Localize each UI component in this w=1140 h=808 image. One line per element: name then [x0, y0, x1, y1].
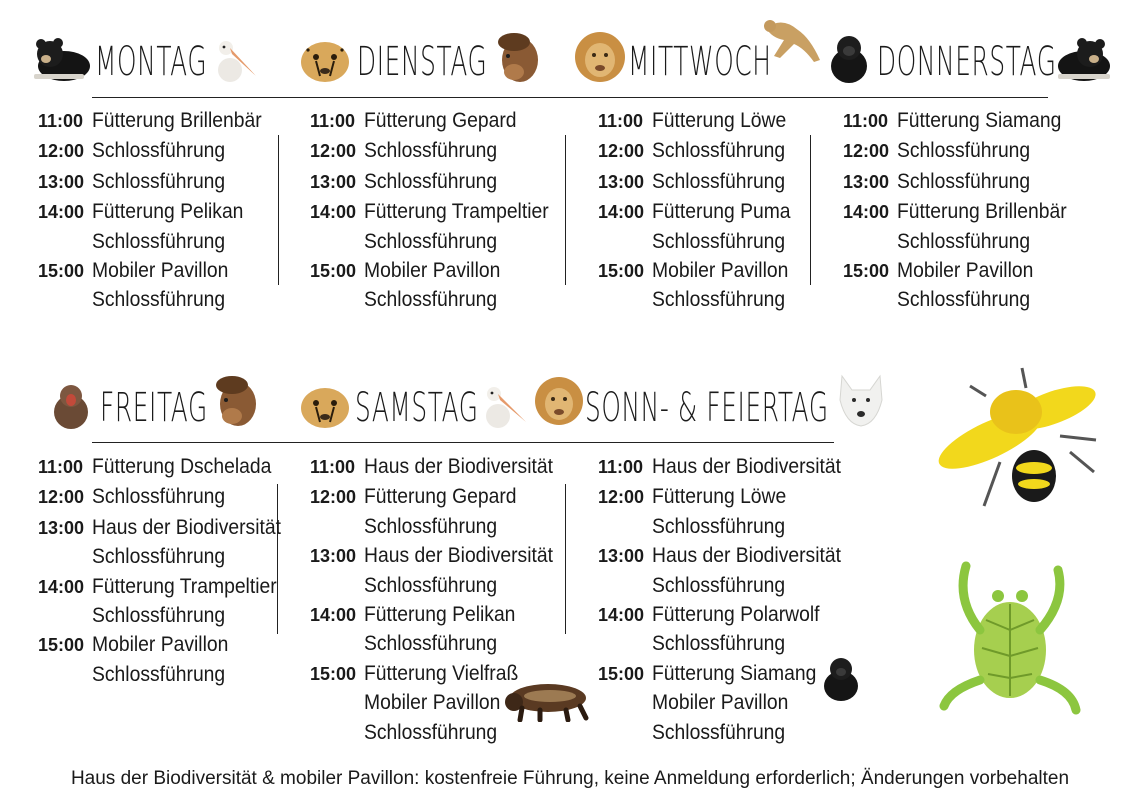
bear-icon [1054, 36, 1114, 82]
entry-activity: Fütterung Brillenbär [92, 109, 262, 132]
lion-icon [574, 30, 626, 84]
entry-activity: Mobiler Pavillon [652, 691, 789, 715]
wolverine-icon [500, 680, 594, 722]
schedule-entry [598, 106, 868, 136]
pelican-icon [208, 36, 258, 84]
day-dienstag [310, 106, 580, 315]
gelada-icon [50, 380, 92, 430]
entry-time: 14:00 [38, 202, 85, 223]
entry-time: 11:00 [598, 457, 644, 477]
footer-note: Haus der Biodiversität & mobiler Pavillon: kostenfreie Führung, keine Anmeldung erforderlich; Änderungen vorbehalten [70, 768, 1070, 789]
entry-activity: Fütterung Trampeltier [92, 574, 277, 598]
entry-time: 15:00 [598, 261, 645, 282]
schedule-entry [843, 167, 1113, 197]
entry-time: 12:00 [310, 141, 357, 162]
bottom-rule [92, 442, 834, 443]
entry-time: 14:00 [598, 605, 645, 626]
entry-time: 13:00 [310, 546, 357, 567]
entry-activity: Mobiler Pavillon [364, 259, 501, 283]
entry-activity: Schlossführung [652, 139, 786, 163]
schedule-entry [310, 167, 580, 197]
schedule-entry [843, 136, 1113, 166]
cheetah-icon [298, 36, 352, 84]
schedule-entry [598, 600, 868, 659]
entry-time: 11:00 [310, 457, 356, 477]
schedule-entry [598, 482, 868, 541]
entry-time: 14:00 [843, 202, 890, 223]
day-montag [38, 106, 308, 315]
entry-activity: Schlossführung [652, 514, 786, 538]
entry-time: 11:00 [38, 111, 84, 131]
entry-activity: Fütterung Dschelada [92, 455, 272, 478]
entry-time: 13:00 [598, 171, 645, 192]
siamang-icon [824, 32, 874, 84]
entry-activity: Mobiler Pavillon [897, 259, 1034, 283]
entry-activity: Fütterung Trampeltier [364, 200, 549, 224]
entry-activity: Schlossführung [652, 169, 786, 193]
entry-time: 15:00 [310, 261, 357, 282]
entry-time: 12:00 [38, 141, 85, 162]
entry-activity: Schlossführung [92, 288, 226, 312]
entry-time: 14:00 [38, 576, 85, 597]
day-freitag [38, 452, 308, 689]
entry-activity: Schlossführung [652, 573, 786, 597]
heading-dienstag: DIENSTAG [357, 39, 488, 85]
top-rule [92, 97, 1048, 98]
heading-mittwoch: MITTWOCH [628, 39, 772, 85]
entry-time: 11:00 [38, 457, 84, 477]
entry-time: 15:00 [843, 261, 890, 282]
schedule-entry [598, 256, 868, 315]
day-donnerstag [843, 106, 1113, 315]
schedule-entry [38, 482, 308, 512]
entry-time: 13:00 [310, 171, 357, 192]
entry-activity: Schlossführung [364, 169, 498, 193]
entry-activity: Fütterung Pelikan [92, 200, 244, 224]
entry-activity: Schlossführung [92, 485, 226, 509]
entry-activity: Schlossführung [897, 229, 1031, 253]
entry-activity: Schlossführung [652, 229, 786, 253]
entry-activity: Schlossführung [364, 573, 498, 597]
entry-time: 13:00 [38, 517, 85, 538]
schedule-entry [310, 452, 580, 482]
entry-time: 15:00 [598, 663, 645, 684]
bee-flower-icon [930, 366, 1100, 516]
entry-time: 12:00 [310, 487, 357, 508]
entry-time: 14:00 [310, 202, 357, 223]
schedule-entry [598, 541, 868, 600]
lion-icon [534, 374, 584, 428]
schedule-entry [38, 106, 308, 136]
entry-activity: Mobiler Pavillon [92, 259, 229, 283]
entry-activity: Schlossführung [92, 662, 226, 686]
entry-time: 15:00 [38, 261, 85, 282]
entry-activity: Fütterung Löwe [652, 485, 787, 509]
entry-activity: Schlossführung [364, 288, 498, 312]
heading-freitag: FREITAG [100, 385, 208, 431]
day-mittwoch [598, 106, 868, 315]
entry-activity: Fütterung Siamang [652, 661, 817, 685]
entry-activity: Schlossführung [92, 545, 226, 569]
entry-activity: Schlossführung [652, 288, 786, 312]
schedule-entry [598, 136, 868, 166]
schedule-entry [843, 256, 1113, 315]
entry-time: 14:00 [310, 605, 357, 626]
schedule-entry [843, 197, 1113, 256]
heading-donnerstag: DONNERSTAG [877, 39, 1057, 85]
heading-montag: MONTAG [95, 39, 208, 85]
entry-time: 13:00 [843, 171, 890, 192]
entry-activity: Mobiler Pavillon [92, 633, 229, 657]
entry-time: 12:00 [38, 487, 85, 508]
entry-activity: Fütterung Polarwolf [652, 603, 820, 627]
schedule-entry [310, 256, 580, 315]
schedule-entry [310, 600, 580, 659]
entry-time: 14:00 [598, 202, 645, 223]
heading-sonn-feiertag: SONN- & FEIERTAG [585, 385, 829, 431]
entry-activity: Schlossführung [364, 514, 498, 538]
entry-activity: Haus der Biodiversität [652, 455, 842, 478]
pelican-icon [476, 382, 528, 430]
schedule-entry [310, 136, 580, 166]
entry-activity: Fütterung Puma [652, 200, 791, 224]
schedule-entry [598, 197, 868, 256]
schedule-entry [310, 482, 580, 541]
entry-activity: Fütterung Brillenbär [897, 200, 1067, 224]
schedule-entry [598, 452, 868, 482]
entry-activity: Fütterung Löwe [652, 109, 787, 132]
siamang-icon [818, 654, 864, 702]
schedule-entry [38, 197, 308, 256]
entry-activity: Schlossführung [92, 139, 226, 163]
entry-activity: Haus der Biodiversität [364, 544, 554, 568]
bear-icon [30, 36, 90, 82]
entry-activity: Schlossführung [92, 604, 226, 628]
schedule-entry [38, 452, 308, 482]
entry-activity: Fütterung Gepard [364, 485, 517, 509]
cheetah-icon [298, 382, 352, 430]
entry-time: 12:00 [598, 487, 645, 508]
entry-activity: Schlossführung [897, 288, 1031, 312]
entry-activity: Schlossführung [652, 720, 786, 744]
camel-icon [492, 30, 540, 84]
schedule-entry [843, 106, 1113, 136]
entry-activity: Haus der Biodiversität [92, 515, 282, 539]
entry-activity: Schlossführung [652, 632, 786, 656]
heading-samstag: SAMSTAG [355, 385, 479, 431]
entry-time: 11:00 [310, 111, 356, 131]
schedule-entry [38, 630, 308, 689]
schedule-entry [38, 167, 308, 197]
entry-time: 12:00 [843, 141, 890, 162]
entry-time: 13:00 [598, 546, 645, 567]
schedule-entry [38, 572, 308, 631]
camel-icon [210, 372, 258, 428]
entry-activity: Mobiler Pavillon [652, 259, 789, 283]
entry-time: 15:00 [310, 663, 357, 684]
entry-activity: Schlossführung [364, 632, 498, 656]
day-sonn-feiertag [598, 452, 868, 747]
schedule-entry [598, 167, 868, 197]
entry-time: 15:00 [38, 635, 85, 656]
entry-activity: Haus der Biodiversität [364, 455, 554, 478]
entry-activity: Fütterung Vielfraß [364, 661, 519, 685]
entry-activity: Schlossführung [364, 139, 498, 163]
schedule-entry [38, 513, 308, 572]
entry-activity: Schlossführung [92, 169, 226, 193]
puma-icon [760, 14, 824, 70]
entry-activity: Fütterung Pelikan [364, 603, 516, 627]
entry-time: 13:00 [38, 171, 85, 192]
wolf-icon [836, 370, 886, 430]
entry-activity: Mobiler Pavillon [364, 691, 501, 715]
frog-leaf-icon [936, 560, 1086, 716]
entry-activity: Fütterung Siamang [897, 109, 1062, 132]
schedule-entry [38, 256, 308, 315]
entry-time: 12:00 [598, 141, 645, 162]
schedule-entry [310, 197, 580, 256]
entry-activity: Schlossführung [364, 229, 498, 253]
entry-activity: Schlossführung [364, 720, 498, 744]
schedule-entry [310, 541, 580, 600]
entry-activity: Schlossführung [897, 139, 1031, 163]
entry-time: 11:00 [598, 111, 644, 131]
entry-activity: Schlossführung [92, 229, 226, 253]
schedule-entry [38, 136, 308, 166]
entry-time: 11:00 [843, 111, 889, 131]
entry-activity: Fütterung Gepard [364, 109, 517, 132]
schedule-entry [310, 106, 580, 136]
entry-activity: Haus der Biodiversität [652, 544, 842, 568]
entry-activity: Schlossführung [897, 169, 1031, 193]
